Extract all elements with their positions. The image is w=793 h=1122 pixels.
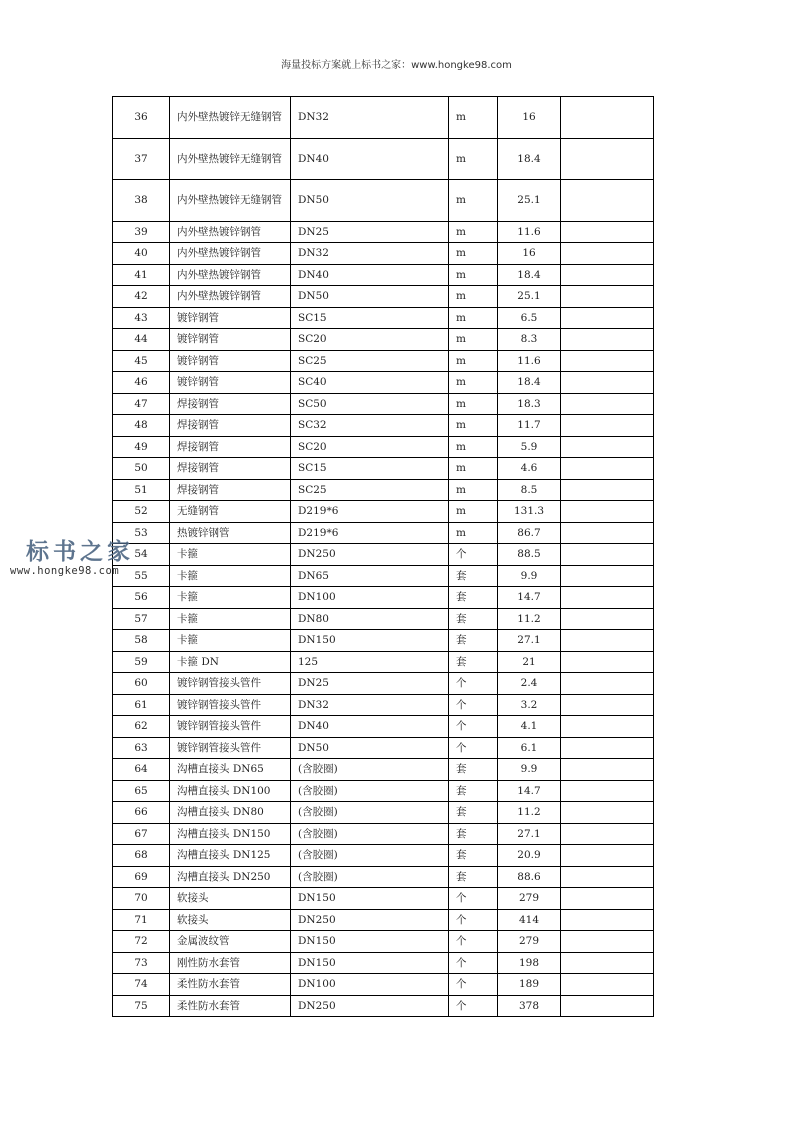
quantity-cell: 9.9 xyxy=(498,759,561,781)
spec-cell: DN40 xyxy=(291,138,449,180)
spec-cell: DN25 xyxy=(291,221,449,243)
remark-cell xyxy=(561,995,654,1017)
item-name-cell: 内外壁热镀锌钢管 xyxy=(170,264,291,286)
item-name-cell: 热镀锌钢管 xyxy=(170,522,291,544)
quantity-cell: 18.3 xyxy=(498,393,561,415)
remark-cell xyxy=(561,501,654,523)
table-row xyxy=(113,759,654,781)
table-row xyxy=(113,995,654,1017)
remark-cell xyxy=(561,608,654,630)
row-number-cell: 68 xyxy=(113,845,170,867)
table-row xyxy=(113,393,654,415)
unit-cell: m xyxy=(449,479,498,501)
item-name-cell: 沟槽直接头 DN150 xyxy=(170,823,291,845)
table-row xyxy=(113,243,654,265)
row-number-cell: 65 xyxy=(113,780,170,802)
quantity-cell: 11.6 xyxy=(498,221,561,243)
spec-cell: D219*6 xyxy=(291,501,449,523)
spec-cell: (含胶圈) xyxy=(291,866,449,888)
spec-cell: DN250 xyxy=(291,995,449,1017)
table-row xyxy=(113,866,654,888)
unit-cell: m xyxy=(449,264,498,286)
unit-cell: m xyxy=(449,393,498,415)
unit-cell: m xyxy=(449,436,498,458)
table-row xyxy=(113,286,654,308)
table-row xyxy=(113,651,654,673)
remark-cell xyxy=(561,415,654,437)
spec-cell: SC32 xyxy=(291,415,449,437)
row-number-cell: 73 xyxy=(113,952,170,974)
remark-cell xyxy=(561,780,654,802)
row-number-cell: 59 xyxy=(113,651,170,673)
unit-cell: m xyxy=(449,138,498,180)
quantity-cell: 2.4 xyxy=(498,673,561,695)
item-name-cell: 卡箍 xyxy=(170,544,291,566)
row-number-cell: 49 xyxy=(113,436,170,458)
remark-cell xyxy=(561,866,654,888)
item-name-cell: 沟槽直接头 DN65 xyxy=(170,759,291,781)
unit-cell: m xyxy=(449,307,498,329)
item-name-cell: 焊接钢管 xyxy=(170,393,291,415)
row-number-cell: 36 xyxy=(113,97,170,139)
spec-cell: SC15 xyxy=(291,458,449,480)
table-row xyxy=(113,694,654,716)
table-row xyxy=(113,716,654,738)
remark-cell xyxy=(561,221,654,243)
spec-cell: DN40 xyxy=(291,716,449,738)
watermark-logo: 标书之家 xyxy=(26,539,134,565)
row-number-cell: 41 xyxy=(113,264,170,286)
item-name-cell: 内外壁热镀锌无缝钢管 xyxy=(170,180,291,222)
table-row xyxy=(113,845,654,867)
table-row xyxy=(113,221,654,243)
unit-cell: 套 xyxy=(449,802,498,824)
item-name-cell: 焊接钢管 xyxy=(170,415,291,437)
unit-cell: 套 xyxy=(449,651,498,673)
quantity-cell: 14.7 xyxy=(498,587,561,609)
remark-cell xyxy=(561,243,654,265)
row-number-cell: 47 xyxy=(113,393,170,415)
spec-cell: DN32 xyxy=(291,97,449,139)
quantity-cell: 27.1 xyxy=(498,823,561,845)
quantity-cell: 16 xyxy=(498,97,561,139)
item-name-cell: 沟槽直接头 DN80 xyxy=(170,802,291,824)
unit-cell: 套 xyxy=(449,780,498,802)
spec-cell: (含胶圈) xyxy=(291,845,449,867)
item-name-cell: 镀锌钢管接头管件 xyxy=(170,694,291,716)
spec-cell: DN100 xyxy=(291,974,449,996)
row-number-cell: 58 xyxy=(113,630,170,652)
row-number-cell: 40 xyxy=(113,243,170,265)
spec-cell: DN100 xyxy=(291,587,449,609)
unit-cell: m xyxy=(449,329,498,351)
row-number-cell: 46 xyxy=(113,372,170,394)
remark-cell xyxy=(561,716,654,738)
spec-cell: DN150 xyxy=(291,952,449,974)
unit-cell: 个 xyxy=(449,716,498,738)
quantity-cell: 14.7 xyxy=(498,780,561,802)
table-row xyxy=(113,888,654,910)
item-name-cell: 沟槽直接头 DN100 xyxy=(170,780,291,802)
spec-cell: SC25 xyxy=(291,350,449,372)
quantity-cell: 4.6 xyxy=(498,458,561,480)
remark-cell xyxy=(561,372,654,394)
unit-cell: 套 xyxy=(449,608,498,630)
unit-cell: 个 xyxy=(449,974,498,996)
unit-cell: m xyxy=(449,97,498,139)
item-name-cell: 柔性防水套管 xyxy=(170,995,291,1017)
quantity-cell: 16 xyxy=(498,243,561,265)
quantity-cell: 27.1 xyxy=(498,630,561,652)
quantity-cell: 88.6 xyxy=(498,866,561,888)
remark-cell xyxy=(561,737,654,759)
unit-cell: 套 xyxy=(449,866,498,888)
spec-cell: DN32 xyxy=(291,694,449,716)
remark-cell xyxy=(561,458,654,480)
spec-cell: DN50 xyxy=(291,180,449,222)
remark-cell xyxy=(561,974,654,996)
item-name-cell: 内外壁热镀锌无缝钢管 xyxy=(170,97,291,139)
spec-cell: D219*6 xyxy=(291,522,449,544)
quantity-cell: 414 xyxy=(498,909,561,931)
row-number-cell: 37 xyxy=(113,138,170,180)
table-row xyxy=(113,307,654,329)
item-name-cell: 沟槽直接头 DN250 xyxy=(170,866,291,888)
quantity-cell: 86.7 xyxy=(498,522,561,544)
table-row xyxy=(113,501,654,523)
table-row xyxy=(113,372,654,394)
table-row xyxy=(113,952,654,974)
item-name-cell: 焊接钢管 xyxy=(170,436,291,458)
spec-cell: (含胶圈) xyxy=(291,802,449,824)
remark-cell xyxy=(561,522,654,544)
table-row xyxy=(113,544,654,566)
table-row xyxy=(113,97,654,139)
item-name-cell: 内外壁热镀锌钢管 xyxy=(170,221,291,243)
spec-cell: DN50 xyxy=(291,737,449,759)
table-row xyxy=(113,909,654,931)
row-number-cell: 69 xyxy=(113,866,170,888)
row-number-cell: 51 xyxy=(113,479,170,501)
item-name-cell: 镀锌钢管 xyxy=(170,307,291,329)
unit-cell: 套 xyxy=(449,565,498,587)
table-row xyxy=(113,479,654,501)
spec-cell: DN25 xyxy=(291,673,449,695)
quantity-cell: 11.6 xyxy=(498,350,561,372)
spec-cell: 125 xyxy=(291,651,449,673)
unit-cell: 个 xyxy=(449,544,498,566)
page-header: 海量投标方案就上标书之家：www.hongke98.com xyxy=(281,60,512,71)
unit-cell: 个 xyxy=(449,694,498,716)
table-row xyxy=(113,522,654,544)
table-row xyxy=(113,138,654,180)
item-name-cell: 卡箍 xyxy=(170,565,291,587)
quantity-cell: 189 xyxy=(498,974,561,996)
table-row xyxy=(113,673,654,695)
row-number-cell: 45 xyxy=(113,350,170,372)
quantity-cell: 131.3 xyxy=(498,501,561,523)
spec-cell: DN150 xyxy=(291,630,449,652)
spec-cell: SC15 xyxy=(291,307,449,329)
unit-cell: m xyxy=(449,501,498,523)
spec-cell: DN80 xyxy=(291,608,449,630)
remark-cell xyxy=(561,909,654,931)
remark-cell xyxy=(561,180,654,222)
table-row xyxy=(113,180,654,222)
quantity-cell: 21 xyxy=(498,651,561,673)
unit-cell: 个 xyxy=(449,888,498,910)
remark-cell xyxy=(561,307,654,329)
row-number-cell: 48 xyxy=(113,415,170,437)
item-name-cell: 内外壁热镀锌钢管 xyxy=(170,243,291,265)
quantity-cell: 6.5 xyxy=(498,307,561,329)
unit-cell: 套 xyxy=(449,587,498,609)
unit-cell: m xyxy=(449,372,498,394)
spec-cell: (含胶圈) xyxy=(291,759,449,781)
table-row xyxy=(113,587,654,609)
row-number-cell: 66 xyxy=(113,802,170,824)
row-number-cell: 44 xyxy=(113,329,170,351)
quantity-cell: 8.5 xyxy=(498,479,561,501)
row-number-cell: 64 xyxy=(113,759,170,781)
material-table xyxy=(112,96,654,1017)
unit-cell: m xyxy=(449,458,498,480)
item-name-cell: 柔性防水套管 xyxy=(170,974,291,996)
unit-cell: 套 xyxy=(449,759,498,781)
table-row xyxy=(113,974,654,996)
item-name-cell: 刚性防水套管 xyxy=(170,952,291,974)
remark-cell xyxy=(561,97,654,139)
remark-cell xyxy=(561,845,654,867)
remark-cell xyxy=(561,329,654,351)
quantity-cell: 4.1 xyxy=(498,716,561,738)
item-name-cell: 镀锌钢管接头管件 xyxy=(170,673,291,695)
unit-cell: 套 xyxy=(449,823,498,845)
item-name-cell: 软接头 xyxy=(170,888,291,910)
spec-cell: DN32 xyxy=(291,243,449,265)
row-number-cell: 57 xyxy=(113,608,170,630)
table-row xyxy=(113,436,654,458)
row-number-cell: 53 xyxy=(113,522,170,544)
quantity-cell: 198 xyxy=(498,952,561,974)
remark-cell xyxy=(561,587,654,609)
spec-cell: SC20 xyxy=(291,436,449,458)
unit-cell: m xyxy=(449,286,498,308)
item-name-cell: 沟槽直接头 DN125 xyxy=(170,845,291,867)
spec-cell: SC40 xyxy=(291,372,449,394)
row-number-cell: 60 xyxy=(113,673,170,695)
quantity-cell: 20.9 xyxy=(498,845,561,867)
table-row xyxy=(113,565,654,587)
row-number-cell: 67 xyxy=(113,823,170,845)
item-name-cell: 镀锌钢管 xyxy=(170,350,291,372)
row-number-cell: 75 xyxy=(113,995,170,1017)
row-number-cell: 55 xyxy=(113,565,170,587)
remark-cell xyxy=(561,888,654,910)
spec-cell: SC25 xyxy=(291,479,449,501)
remark-cell xyxy=(561,759,654,781)
table-row xyxy=(113,802,654,824)
remark-cell xyxy=(561,565,654,587)
table-row xyxy=(113,415,654,437)
remark-cell xyxy=(561,802,654,824)
unit-cell: m xyxy=(449,180,498,222)
spec-cell: DN150 xyxy=(291,888,449,910)
table-row xyxy=(113,823,654,845)
row-number-cell: 42 xyxy=(113,286,170,308)
row-number-cell: 38 xyxy=(113,180,170,222)
quantity-cell: 9.9 xyxy=(498,565,561,587)
unit-cell: 个 xyxy=(449,673,498,695)
table-row xyxy=(113,350,654,372)
remark-cell xyxy=(561,436,654,458)
unit-cell: 个 xyxy=(449,995,498,1017)
quantity-cell: 88.5 xyxy=(498,544,561,566)
spec-cell: DN150 xyxy=(291,931,449,953)
remark-cell xyxy=(561,479,654,501)
row-number-cell: 72 xyxy=(113,931,170,953)
remark-cell xyxy=(561,350,654,372)
spec-cell: DN250 xyxy=(291,544,449,566)
quantity-cell: 3.2 xyxy=(498,694,561,716)
unit-cell: 套 xyxy=(449,845,498,867)
row-number-cell: 71 xyxy=(113,909,170,931)
item-name-cell: 镀锌钢管 xyxy=(170,329,291,351)
quantity-cell: 25.1 xyxy=(498,286,561,308)
quantity-cell: 279 xyxy=(498,931,561,953)
quantity-cell: 8.3 xyxy=(498,329,561,351)
table-row xyxy=(113,264,654,286)
table-row xyxy=(113,329,654,351)
table-body xyxy=(113,97,654,1017)
spec-cell: DN50 xyxy=(291,286,449,308)
item-name-cell: 内外壁热镀锌无缝钢管 xyxy=(170,138,291,180)
spec-cell: DN40 xyxy=(291,264,449,286)
row-number-cell: 54 xyxy=(113,544,170,566)
remark-cell xyxy=(561,138,654,180)
quantity-cell: 18.4 xyxy=(498,138,561,180)
quantity-cell: 11.2 xyxy=(498,802,561,824)
item-name-cell: 软接头 xyxy=(170,909,291,931)
quantity-cell: 11.7 xyxy=(498,415,561,437)
spec-cell: SC20 xyxy=(291,329,449,351)
spec-cell: (含胶圈) xyxy=(291,780,449,802)
quantity-cell: 279 xyxy=(498,888,561,910)
row-number-cell: 50 xyxy=(113,458,170,480)
remark-cell xyxy=(561,630,654,652)
table-row xyxy=(113,737,654,759)
item-name-cell: 镀锌钢管接头管件 xyxy=(170,737,291,759)
table-row xyxy=(113,458,654,480)
quantity-cell: 18.4 xyxy=(498,264,561,286)
unit-cell: m xyxy=(449,221,498,243)
quantity-cell: 11.2 xyxy=(498,608,561,630)
remark-cell xyxy=(561,544,654,566)
unit-cell: 个 xyxy=(449,952,498,974)
unit-cell: m xyxy=(449,415,498,437)
remark-cell xyxy=(561,931,654,953)
remark-cell xyxy=(561,952,654,974)
spec-cell: (含胶圈) xyxy=(291,823,449,845)
unit-cell: 个 xyxy=(449,737,498,759)
remark-cell xyxy=(561,393,654,415)
table-row xyxy=(113,780,654,802)
remark-cell xyxy=(561,823,654,845)
row-number-cell: 56 xyxy=(113,587,170,609)
unit-cell: 套 xyxy=(449,630,498,652)
row-number-cell: 39 xyxy=(113,221,170,243)
row-number-cell: 62 xyxy=(113,716,170,738)
unit-cell: m xyxy=(449,350,498,372)
table-row xyxy=(113,630,654,652)
table-row xyxy=(113,608,654,630)
remark-cell xyxy=(561,264,654,286)
quantity-cell: 18.4 xyxy=(498,372,561,394)
row-number-cell: 70 xyxy=(113,888,170,910)
row-number-cell: 61 xyxy=(113,694,170,716)
item-name-cell: 无缝钢管 xyxy=(170,501,291,523)
item-name-cell: 金属波纹管 xyxy=(170,931,291,953)
item-name-cell: 卡箍 xyxy=(170,587,291,609)
unit-cell: m xyxy=(449,243,498,265)
spec-cell: DN65 xyxy=(291,565,449,587)
spec-cell: SC50 xyxy=(291,393,449,415)
item-name-cell: 焊接钢管 xyxy=(170,479,291,501)
quantity-cell: 378 xyxy=(498,995,561,1017)
item-name-cell: 卡箍 xyxy=(170,630,291,652)
remark-cell xyxy=(561,673,654,695)
item-name-cell: 卡箍 DN xyxy=(170,651,291,673)
spec-cell: DN250 xyxy=(291,909,449,931)
remark-cell xyxy=(561,286,654,308)
quantity-cell: 25.1 xyxy=(498,180,561,222)
unit-cell: 个 xyxy=(449,909,498,931)
quantity-cell: 5.9 xyxy=(498,436,561,458)
row-number-cell: 52 xyxy=(113,501,170,523)
row-number-cell: 43 xyxy=(113,307,170,329)
item-name-cell: 内外壁热镀锌钢管 xyxy=(170,286,291,308)
remark-cell xyxy=(561,651,654,673)
item-name-cell: 焊接钢管 xyxy=(170,458,291,480)
quantity-cell: 6.1 xyxy=(498,737,561,759)
unit-cell: 个 xyxy=(449,931,498,953)
table-row xyxy=(113,931,654,953)
row-number-cell: 63 xyxy=(113,737,170,759)
item-name-cell: 卡箍 xyxy=(170,608,291,630)
remark-cell xyxy=(561,694,654,716)
item-name-cell: 镀锌钢管 xyxy=(170,372,291,394)
item-name-cell: 镀锌钢管接头管件 xyxy=(170,716,291,738)
watermark-url: www.hongke98.com xyxy=(10,565,120,577)
unit-cell: m xyxy=(449,522,498,544)
row-number-cell: 74 xyxy=(113,974,170,996)
